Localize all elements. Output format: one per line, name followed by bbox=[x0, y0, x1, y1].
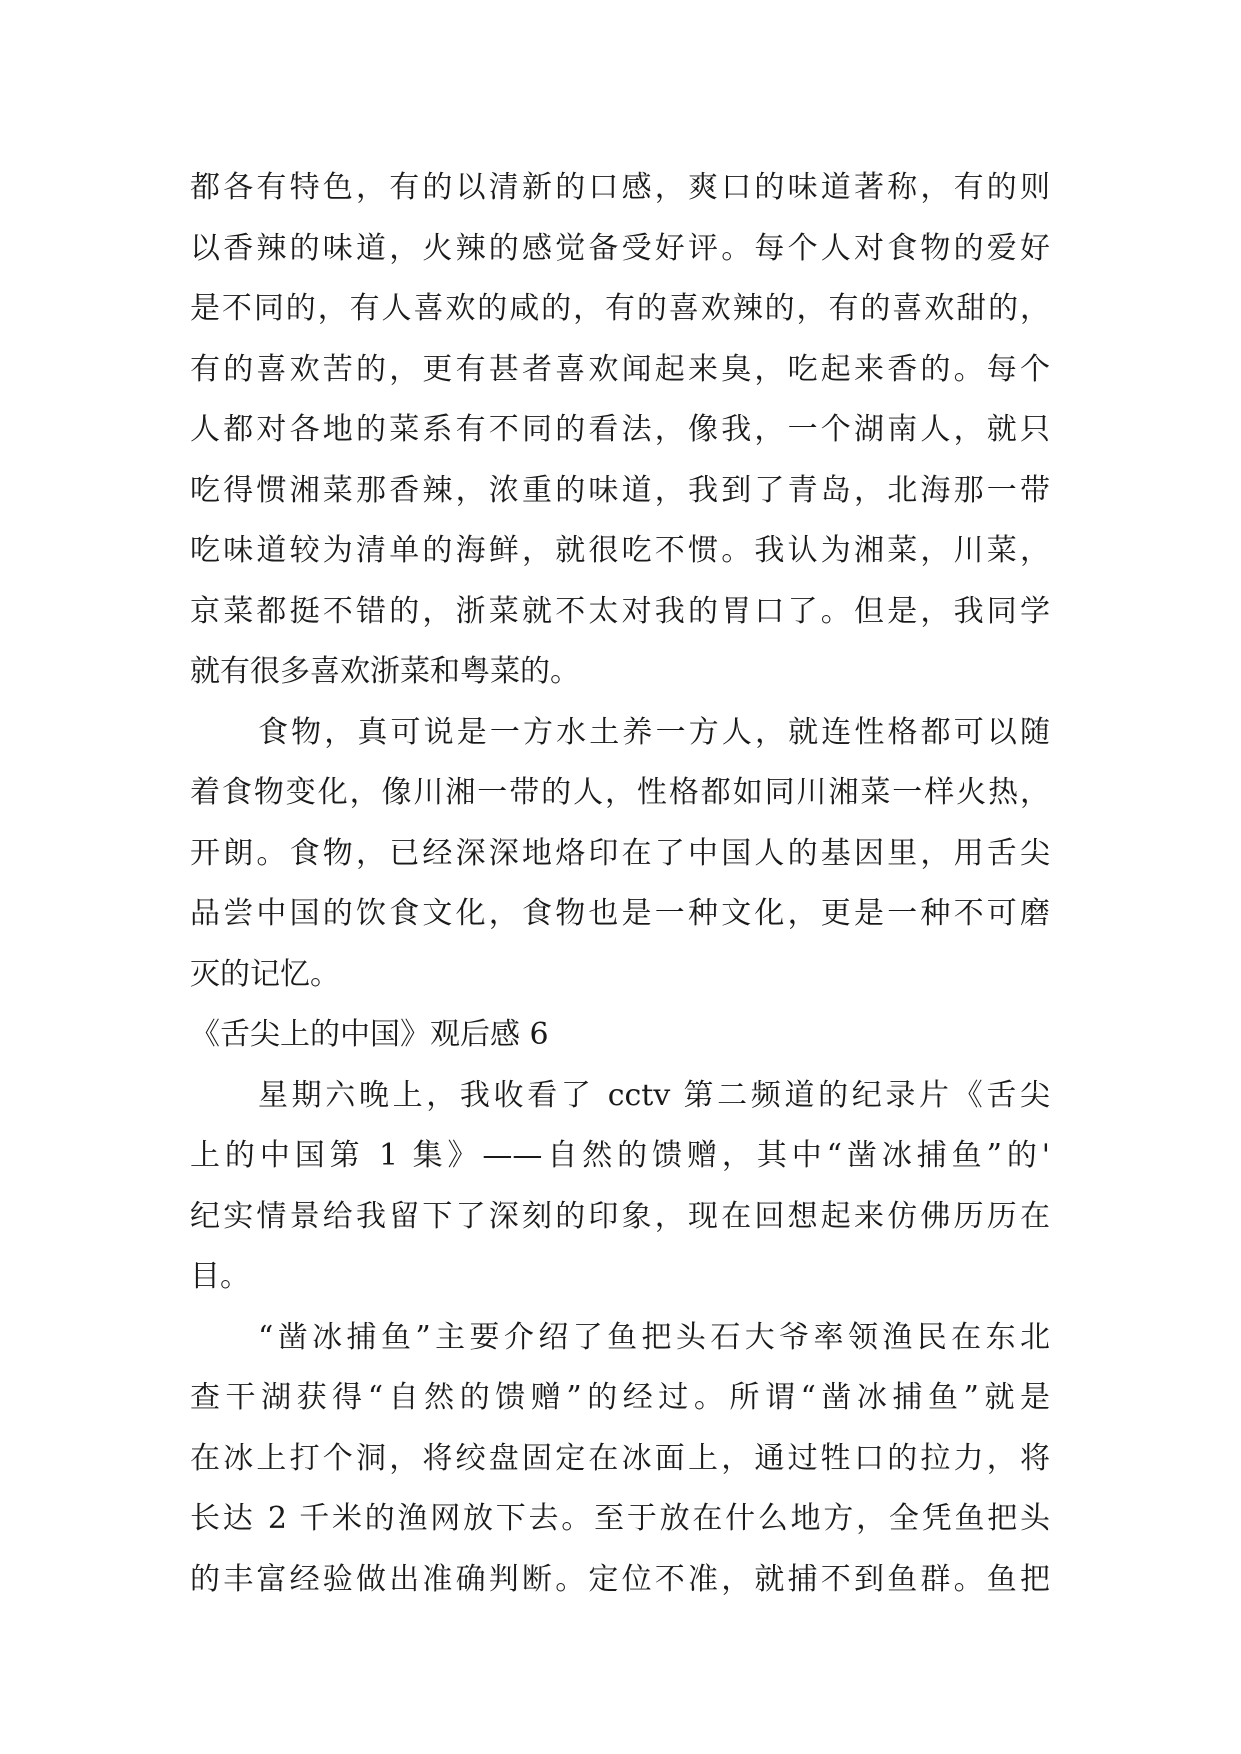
text-line: 有的喜欢苦的，更有甚者喜欢闻起来臭，吃起来香的。每个 bbox=[190, 351, 1050, 387]
text-line: 食物，真可说是一方水土养一方人，就连性格都可以随 bbox=[258, 714, 1050, 750]
text-line: 都各有特色，有的以清新的口感，爽口的味道著称，有的则 bbox=[190, 170, 1050, 205]
text-line: 开朗。食物，已经深深地烙印在了中国人的基因里，用舌尖 bbox=[190, 835, 1050, 871]
text-line: 查干湖获得“自然的馈赠”的经过。所谓“凿冰捕鱼”就是 bbox=[190, 1380, 1050, 1415]
text-line: 人都对各地的菜系有不同的看法，像我，一个湖南人，就只 bbox=[190, 412, 1050, 447]
text-line: 以香辣的味道，火辣的感觉备受好评。每个人对食物的爱好 bbox=[190, 230, 1050, 266]
text-line: 灭的记忆。 bbox=[190, 956, 340, 992]
section-heading: 《舌尖上的中国》观后感 6 bbox=[190, 1017, 549, 1052]
text-line: 纪实情景给我留下了深刻的印象，现在回想起来仿佛历历在 bbox=[190, 1198, 1050, 1234]
text-line: “凿冰捕鱼”主要介绍了鱼把头石大爷率领渔民在东北 bbox=[258, 1319, 1050, 1355]
text-line: 吃味道较为清单的海鲜，就很吃不惯。我认为湘菜，川菜， bbox=[190, 533, 1050, 568]
text-line: 是不同的，有人喜欢的咸的，有的喜欢辣的，有的喜欢甜的， bbox=[190, 291, 1050, 326]
text-line: 着食物变化，像川湘一带的人，性格都如同川湘菜一样火热， bbox=[190, 775, 1050, 810]
text-line: 就有很多喜欢浙菜和粤菜的。 bbox=[190, 654, 580, 689]
text-line: 京菜都挺不错的，浙菜就不太对我的胃口了。但是，我同学 bbox=[190, 593, 1050, 629]
document-body bbox=[190, 158, 1050, 1610]
text-line: 品尝中国的饮食文化，食物也是一种文化，更是一种不可磨 bbox=[190, 896, 1050, 931]
text-line: 长达 2 千米的渔网放下去。至于放在什么地方，全凭鱼把头 bbox=[190, 1501, 1050, 1536]
text-line: 吃得惯湘菜那香辣，浓重的味道，我到了青岛，北海那一带 bbox=[190, 472, 1050, 508]
text-line: 上的中国第 1 集》——自然的馈赠，其中“凿冰捕鱼”的' bbox=[190, 1138, 1050, 1173]
text-line: 在冰上打个洞，将绞盘固定在冰面上，通过牲口的拉力，将 bbox=[190, 1440, 1050, 1476]
text-line: 目。 bbox=[190, 1259, 250, 1294]
text-line: 星期六晚上，我收看了 cctv 第二频道的纪录片《舌尖 bbox=[258, 1077, 1050, 1113]
text-line: 的丰富经验做出准确判断。定位不准，就捕不到鱼群。鱼把 bbox=[190, 1561, 1050, 1597]
